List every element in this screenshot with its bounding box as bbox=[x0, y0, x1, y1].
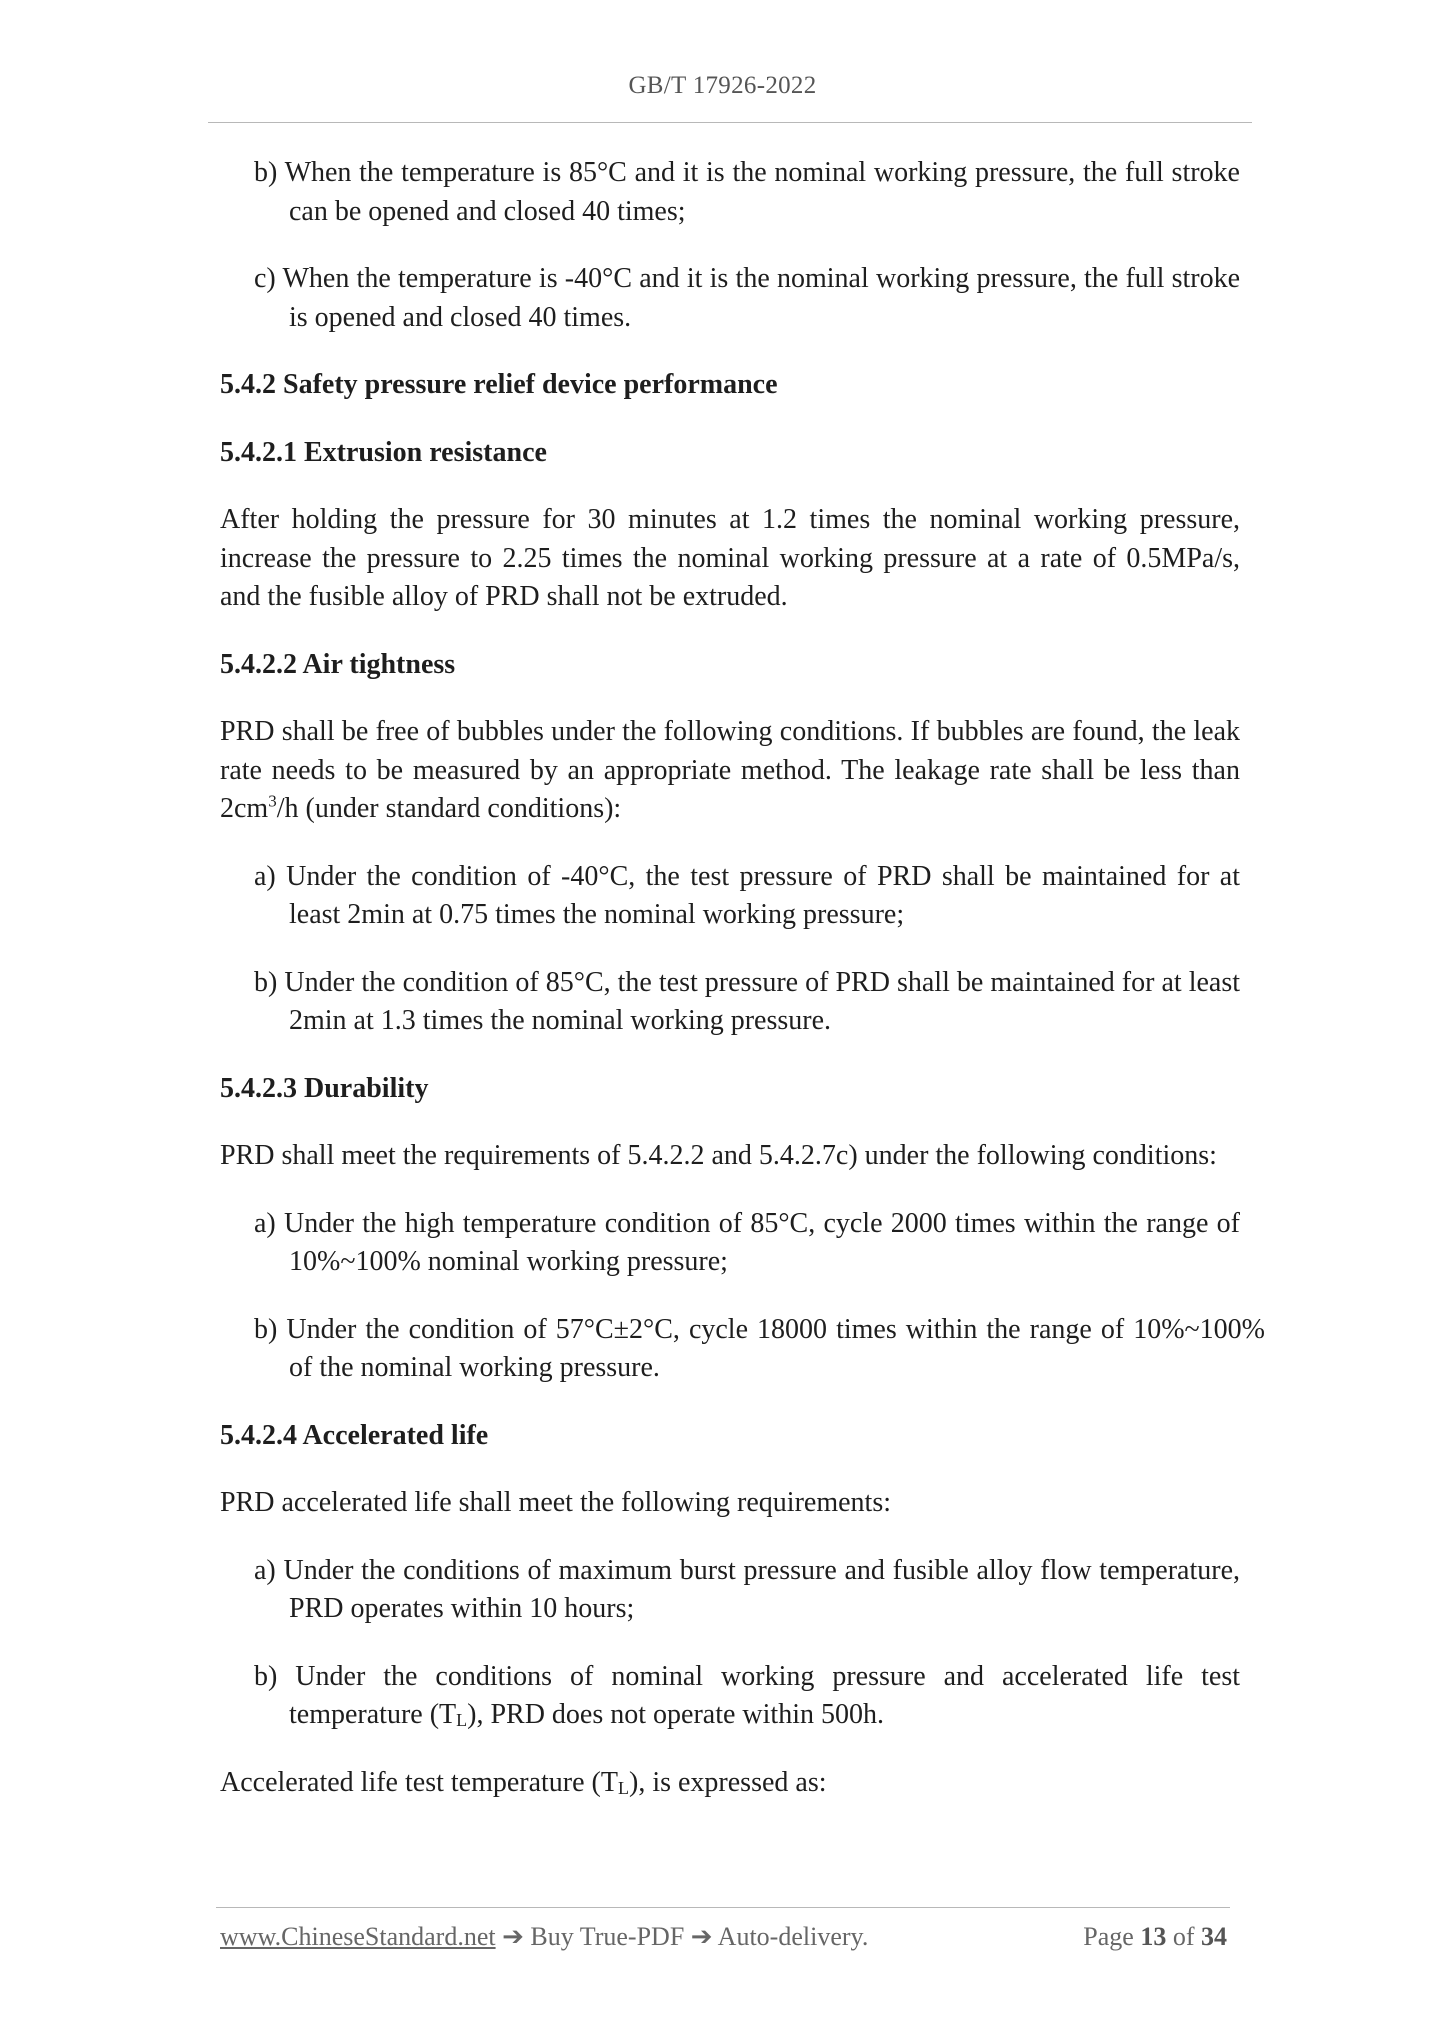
subsection-heading: 5.4.2.2 Air tightness bbox=[220, 648, 456, 680]
list-item-text: Under the conditions of nominal working pressure and accelerated life test temperature (T bbox=[289, 1660, 1240, 1730]
paragraph bbox=[220, 1764, 1240, 1803]
list-item-label: a) bbox=[254, 1207, 276, 1239]
footer-divider bbox=[216, 1907, 1230, 1908]
list-item bbox=[254, 154, 1240, 231]
list-item-label: a) bbox=[254, 860, 276, 892]
list-item bbox=[254, 964, 1240, 1041]
list-item bbox=[254, 1552, 1240, 1629]
list-item-text: Under the condition of 57°C±2°C, cycle 18000 times within the range of 10%~100% of the nominal working pressure. bbox=[286, 1313, 1265, 1383]
subsection-heading: 5.4.2.3 Durability bbox=[220, 1072, 429, 1104]
document-code-header: GB/T 17926-2022 bbox=[628, 72, 817, 99]
page-word: Page bbox=[1083, 1922, 1134, 1951]
website-link[interactable]: www.ChineseStandard.net bbox=[220, 1922, 496, 1951]
list-item-text: Under the conditions of maximum burst pressure and fusible alloy flow temperature, PRD operates within 10 hours; bbox=[283, 1554, 1240, 1624]
section-heading: 5.4.2 Safety pressure relief device performance bbox=[220, 369, 778, 400]
superscript: 3 bbox=[268, 791, 277, 811]
list-item-text: Under the condition of 85°C, the test pressure of PRD shall be maintained for at least 2min at 1.3 times the nominal working pressure. bbox=[284, 966, 1240, 1036]
auto-delivery-text: Auto-delivery. bbox=[717, 1922, 869, 1951]
subsection-heading: 5.4.2.1 Extrusion resistance bbox=[220, 436, 547, 468]
list-item-label: b) bbox=[254, 1660, 278, 1692]
list-item-label: b) bbox=[254, 966, 278, 998]
list-item bbox=[254, 1311, 1265, 1388]
subscript: L bbox=[456, 1710, 468, 1730]
page-number bbox=[1083, 1922, 1227, 1952]
paragraph: PRD accelerated life shall meet the following requirements: bbox=[220, 1487, 891, 1518]
list-item-label: c) bbox=[254, 263, 276, 294]
list-item-label: a) bbox=[254, 1554, 276, 1586]
paragraph-text: ), is expressed as: bbox=[629, 1766, 827, 1798]
paragraph: PRD shall meet the requirements of 5.4.2.2 and 5.4.2.7c) under the following conditions: bbox=[220, 1140, 1217, 1171]
list-item bbox=[254, 858, 1240, 935]
of-word: of bbox=[1172, 1922, 1195, 1951]
footer-promo bbox=[220, 1922, 868, 1952]
header-divider bbox=[208, 122, 1252, 123]
list-item-text: When the temperature is -40°C and it is the nominal working pressure, the full stroke is opened and closed 40 times. bbox=[282, 263, 1240, 333]
paragraph: After holding the pressure for 30 minutes at 1.2 times the nominal working pressure, increase the pressure to 2.25 times the nominal working pressure at a rate of 0.5MPa/s, and the fusible alloy of PRD shall not be extruded. bbox=[220, 504, 1240, 612]
current-page: 13 bbox=[1140, 1922, 1167, 1951]
list-item bbox=[254, 260, 1240, 337]
list-item-text: Under the condition of -40°C, the test pressure of PRD shall be maintained for at least 2min at 0.75 times the nominal working pressure; bbox=[286, 860, 1240, 930]
list-item bbox=[254, 1658, 1240, 1735]
paragraph-text: /h (under standard conditions): bbox=[276, 793, 622, 824]
total-pages: 34 bbox=[1201, 1922, 1227, 1951]
subsection-heading: 5.4.2.4 Accelerated life bbox=[220, 1419, 489, 1451]
paragraph-text: PRD shall be free of bubbles under the following conditions. If bubbles are found, the leak rate needs to be measured by an appropriate method. The leakage rate shall be less than 2cm bbox=[220, 716, 1240, 824]
paragraph bbox=[220, 713, 1240, 829]
list-item-text: ), PRD does not operate within 500h. bbox=[467, 1699, 884, 1730]
list-item-label: b) bbox=[254, 157, 278, 188]
buy-text: Buy True-PDF bbox=[530, 1922, 685, 1951]
page-footer bbox=[220, 1922, 1230, 1962]
arrow-right-icon: ➔ bbox=[690, 1922, 713, 1951]
paragraph-text: Accelerated life test temperature (T bbox=[220, 1766, 618, 1798]
arrow-right-icon: ➔ bbox=[502, 1922, 524, 1951]
page-content bbox=[220, 154, 1265, 1831]
list-item-label: b) bbox=[254, 1313, 278, 1345]
list-item bbox=[254, 1205, 1240, 1282]
list-item-text: Under the high temperature condition of 85°C, cycle 2000 times within the range of 10%~100% nominal working pressure; bbox=[284, 1207, 1240, 1277]
list-item-text: When the temperature is 85°C and it is the nominal working pressure, the full stroke can be opened and closed 40 times; bbox=[284, 157, 1240, 227]
subscript: L bbox=[618, 1777, 629, 1798]
